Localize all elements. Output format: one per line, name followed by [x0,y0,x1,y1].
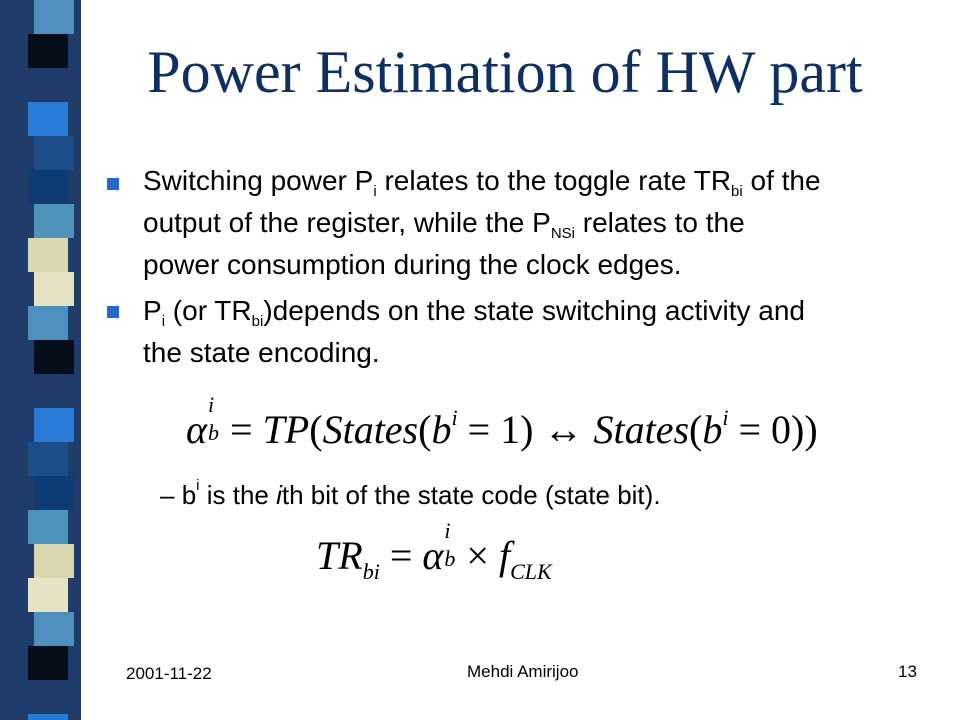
bullet-square-icon [107,306,119,318]
stripe-block [28,306,68,340]
bullet-1-line-1: Switching power $P_i$ relates to the toggle rate $TR_{bi}$ of the [143,165,821,200]
footer-page-number: 13 [898,662,917,681]
stripe-block [34,204,74,238]
bullet-2-line-2: the state encoding. [143,337,380,368]
formula-alpha-definition: α i b = $TP(States(b^i = 1)$ ↔ $States(b^i = 0)$) [186,392,818,452]
footer-date: 2001-11-22 [126,664,212,683]
bullet-2-line-1: $P_i$ (or $TR_{bi})depends$ on the state switching activity and [143,295,805,330]
stripe-block [28,714,68,720]
stripe-divider [79,0,81,720]
stripe-block [28,442,68,476]
stripe-block [28,102,68,136]
decorative-side-stripe [0,0,80,720]
stripe-block [34,544,74,578]
alpha-symbol: α i b [422,518,456,578]
stripe-block [34,0,74,34]
stripe-block [28,510,68,544]
footer-author: Mehdi Amirijoo [467,662,579,681]
bullet-1 [143,160,923,286]
stripe-block [34,272,74,306]
bullet-1-line-2: output of the register, while the $P_{NSi}$ relates to the [143,207,745,242]
stripe-block [28,34,68,68]
stripe-block [34,476,74,510]
stripe-block [28,578,68,612]
stripe-block [28,646,68,680]
sub-bullet-bit-definition: – $b^i$ is the ith bit of the state code (state bit). [160,477,661,510]
stripe-block [34,136,74,170]
stripe-block [34,680,74,714]
stripe-block [28,170,68,204]
stripe-block [28,238,68,272]
stripe-block [34,68,74,102]
stripe-block [34,408,74,442]
slide-title: Power Estimation of HW part [147,39,863,105]
bullet-square-icon [107,178,119,190]
alpha-symbol: α i b [186,392,219,452]
stripe-block [34,612,74,646]
stripe-block [28,374,68,408]
formula-toggle-rate: $TR_{bi} = \alpha$ i b × $f_{CLK}$ [316,518,552,584]
stripe-block [34,340,74,374]
bullet-2 [143,290,923,374]
bullet-1-line-3: power consumption during the clock edges. [143,249,682,280]
